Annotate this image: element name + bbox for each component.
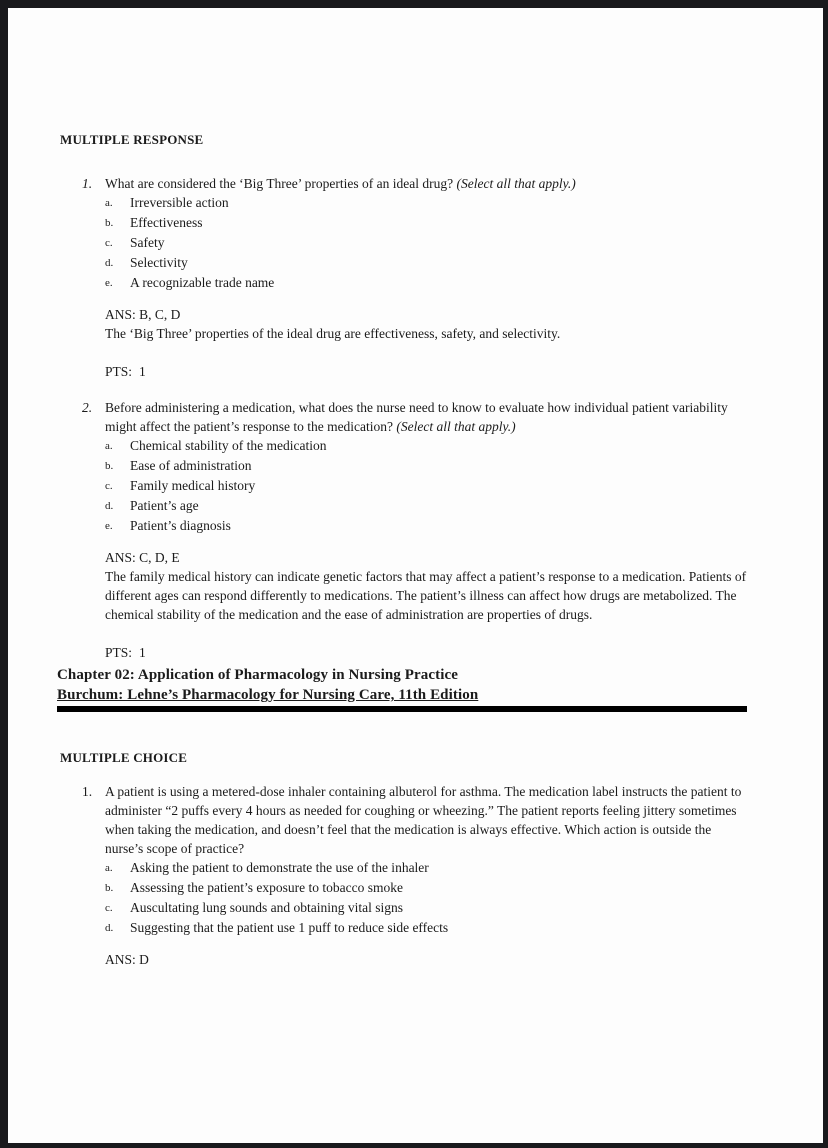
mc-question-1 — [60, 782, 823, 969]
option-text: Family medical history — [130, 478, 256, 493]
option-text: Safety — [130, 235, 165, 250]
points-line — [105, 362, 748, 381]
answer-label: ANS: — [105, 550, 136, 565]
answer-label: ANS: — [105, 307, 136, 322]
option-letter: b. — [105, 460, 114, 472]
answer-block — [105, 305, 748, 343]
option-letter: e. — [105, 277, 113, 289]
option-letter: c. — [105, 480, 113, 492]
option-letter: b. — [105, 882, 114, 894]
option-letter: d. — [105, 257, 114, 269]
stem-text: Before administering a medication, what does the nurse need to know to evaluate how individual patient variability might affect the patient’s response to the medication? — [105, 400, 728, 434]
question-number: 1. — [82, 784, 93, 799]
option-letter: e. — [105, 520, 113, 532]
answer-line — [105, 305, 748, 324]
question-body — [105, 174, 748, 381]
option-e — [105, 273, 748, 293]
section-divider-bar — [57, 706, 747, 712]
option-b — [105, 878, 748, 898]
option-text: Selectivity — [130, 255, 188, 270]
option-letter: d. — [105, 922, 114, 934]
answer-line — [105, 548, 748, 567]
option-d — [105, 496, 748, 516]
option-letter: a. — [105, 440, 113, 452]
option-c — [105, 233, 748, 253]
question-stem: A patient is using a metered-dose inhaler containing albuterol for asthma. The medication label instructs the patient to administer “2 puffs every 4 hours as needed for coughing or wheezing.” The patient reports feeling jittery sometimes when taking the medication, and doesn’t feel that the medication is always effective. Which action is outside the nurse’s scope of practice? — [105, 784, 742, 856]
points-value: 1 — [139, 364, 146, 379]
option-letter: d. — [105, 500, 114, 512]
option-text: Patient’s diagnosis — [130, 518, 231, 533]
answer-block — [105, 548, 748, 624]
option-a — [105, 193, 748, 213]
answer-feedback: The family medical history can indicate genetic factors that may affect a patient’s response to a medication. Patients of different ages can respond differently to medications. The patient’s illness can affect how drugs are metabolized. The chemical stability of the medication and the ease of administration are properties of drugs. — [105, 569, 747, 622]
option-text: Chemical stability of the medication — [130, 438, 327, 453]
option-text: Assessing the patient’s exposure to tobacco smoke — [130, 880, 403, 895]
option-text: Ease of administration — [130, 458, 252, 473]
points-line — [105, 643, 748, 662]
option-d — [105, 253, 748, 273]
option-a — [105, 436, 748, 456]
answer-feedback: The ‘Big Three’ properties of the ideal drug are effectiveness, safety, and selectivity. — [105, 326, 561, 341]
answer-value: D — [139, 952, 149, 967]
answer-value: C, D, E — [139, 550, 180, 565]
option-text: Auscultating lung sounds and obtaining vital signs — [130, 900, 403, 915]
option-c — [105, 898, 748, 918]
points-value: 1 — [139, 645, 146, 660]
question-stem — [105, 174, 748, 193]
stem-note: (Select all that apply.) — [456, 176, 576, 191]
answer-line — [105, 950, 748, 969]
question-number: 2. — [82, 400, 93, 415]
answer-label: ANS: — [105, 952, 136, 967]
option-d — [105, 918, 748, 938]
stem-text: What are considered the ‘Big Three’ properties of an ideal drug? — [105, 176, 454, 191]
option-letter: a. — [105, 197, 113, 209]
option-e — [105, 516, 748, 536]
section-heading-multiple-choice: MULTIPLE CHOICE — [60, 750, 188, 765]
document-page — [8, 8, 823, 1143]
option-text: A recognizable trade name — [130, 275, 275, 290]
option-text: Asking the patient to demonstrate the use of the inhaler — [130, 860, 429, 875]
mr-question-2 — [60, 398, 823, 662]
option-text: Suggesting that the patient use 1 puff to reduce side effects — [130, 920, 449, 935]
option-c — [105, 476, 748, 496]
stem-note: (Select all that apply.) — [396, 419, 516, 434]
question-number: 1. — [82, 176, 93, 191]
option-text: Patient’s age — [130, 498, 199, 513]
question-stem — [105, 398, 748, 436]
option-text: Irreversible action — [130, 195, 229, 210]
chapter-header — [57, 665, 823, 705]
chapter-title: Chapter 02: Application of Pharmacology in Nursing Practice — [57, 667, 459, 683]
mr-question-1 — [60, 174, 823, 381]
option-letter: a. — [105, 862, 113, 874]
chapter-subtitle: Burchum: Lehne’s Pharmacology for Nursing Care, 11th Edition — [57, 687, 479, 703]
page-content — [8, 8, 823, 969]
option-b — [105, 456, 748, 476]
question-body — [105, 782, 748, 969]
points-label: PTS: — [105, 645, 133, 660]
question-body — [105, 398, 748, 662]
option-letter: c. — [105, 237, 113, 249]
option-letter: c. — [105, 902, 113, 914]
option-text: Effectiveness — [130, 215, 203, 230]
section-heading-multiple-response: MULTIPLE RESPONSE — [60, 132, 204, 147]
answer-value: B, C, D — [139, 307, 181, 322]
option-letter: b. — [105, 217, 114, 229]
option-b — [105, 213, 748, 233]
option-a — [105, 858, 748, 878]
answer-block — [105, 950, 748, 969]
points-label: PTS: — [105, 364, 133, 379]
